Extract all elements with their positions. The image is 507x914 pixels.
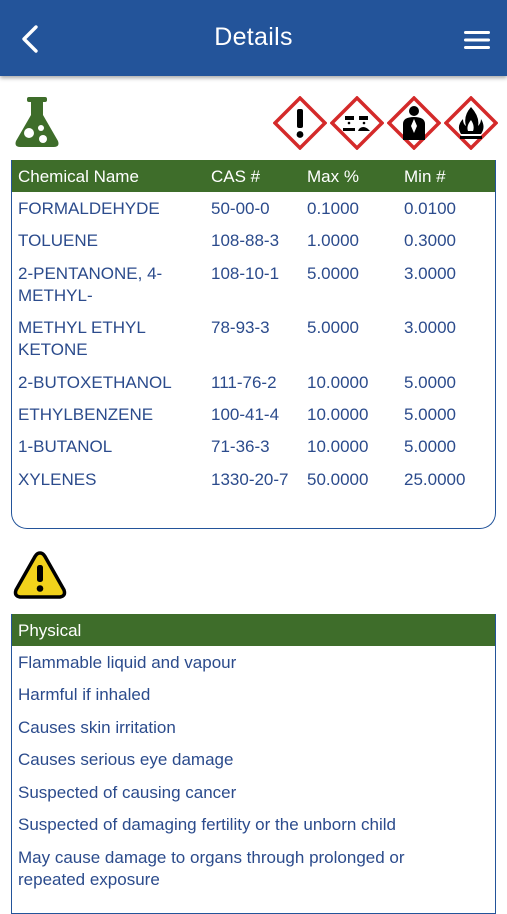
corrosion-icon [330, 96, 384, 150]
physical-header-label: Physical [18, 621, 82, 640]
cas-number: 78-93-3 [211, 318, 270, 337]
max-percent: 0.1000 [307, 199, 359, 218]
min-value: 3.0000 [404, 318, 456, 337]
health-hazard-icon [387, 96, 441, 150]
min-value: 0.0100 [404, 199, 456, 218]
max-percent: 10.0000 [307, 405, 369, 424]
list-item: May cause damage to organs through prolonged or repeated exposure [18, 848, 405, 889]
max-percent: 50.0000 [307, 470, 369, 489]
cas-number: 1330-20-7 [211, 470, 289, 489]
list-item: Flammable liquid and vapour [18, 653, 237, 672]
column-header-max: Max % [307, 167, 359, 186]
flame-icon [444, 96, 498, 150]
column-header-chemical-name: Chemical Name [18, 167, 139, 186]
max-percent: 1.0000 [307, 231, 359, 250]
warning-icon [12, 549, 68, 601]
exclamation-mark-icon [273, 96, 327, 150]
cas-number: 108-88-3 [211, 231, 280, 250]
list-item: Suspected of causing cancer [18, 783, 237, 802]
chemical-table-header [12, 160, 495, 192]
physical-hazards-table [11, 614, 496, 914]
max-percent: 5.0000 [307, 318, 359, 337]
list-item: Suspected of damaging fertility or the unborn child [18, 815, 397, 834]
min-value: 25.0000 [404, 470, 466, 489]
max-percent: 10.0000 [307, 437, 369, 456]
cas-number: 108-10-1 [211, 264, 280, 283]
cas-number: 50-00-0 [211, 199, 270, 218]
page-title: Details [214, 23, 293, 51]
chemical-name: 1-BUTANOL [18, 437, 113, 456]
list-item: Causes skin irritation [18, 718, 176, 737]
column-header-min: Min # [404, 167, 446, 186]
chemical-name: 2-PENTANONE, 4-METHYL- [18, 264, 163, 305]
min-value: 5.0000 [404, 437, 456, 456]
chemical-name: XYLENES [18, 470, 97, 489]
min-value: 5.0000 [404, 405, 456, 424]
cas-number: 71-36-3 [211, 437, 270, 456]
list-item: Causes serious eye damage [18, 750, 234, 769]
cas-number: 100-41-4 [211, 405, 280, 424]
flask-icon [12, 95, 62, 149]
chemical-name: ETHYLBENZENE [18, 405, 154, 424]
hazard-pictograms [273, 96, 498, 152]
min-value: 0.3000 [404, 231, 456, 250]
top-navbar [0, 0, 507, 76]
column-header-cas: CAS # [211, 167, 261, 186]
max-percent: 10.0000 [307, 373, 369, 392]
chemical-name: FORMALDEHYDE [18, 199, 160, 218]
min-value: 3.0000 [404, 264, 456, 283]
list-item: Harmful if inhaled [18, 685, 151, 704]
physical-hazards-header [12, 614, 495, 646]
max-percent: 5.0000 [307, 264, 359, 283]
hamburger-menu-icon[interactable] [463, 26, 491, 54]
chemical-table [11, 160, 496, 529]
chemical-name: 2-BUTOXETHANOL [18, 373, 172, 392]
chemical-name: METHYL ETHYL KETONE [18, 318, 146, 359]
chemical-name: TOLUENE [18, 231, 98, 250]
cas-number: 111-76-2 [211, 373, 277, 392]
min-value: 5.0000 [404, 373, 456, 392]
